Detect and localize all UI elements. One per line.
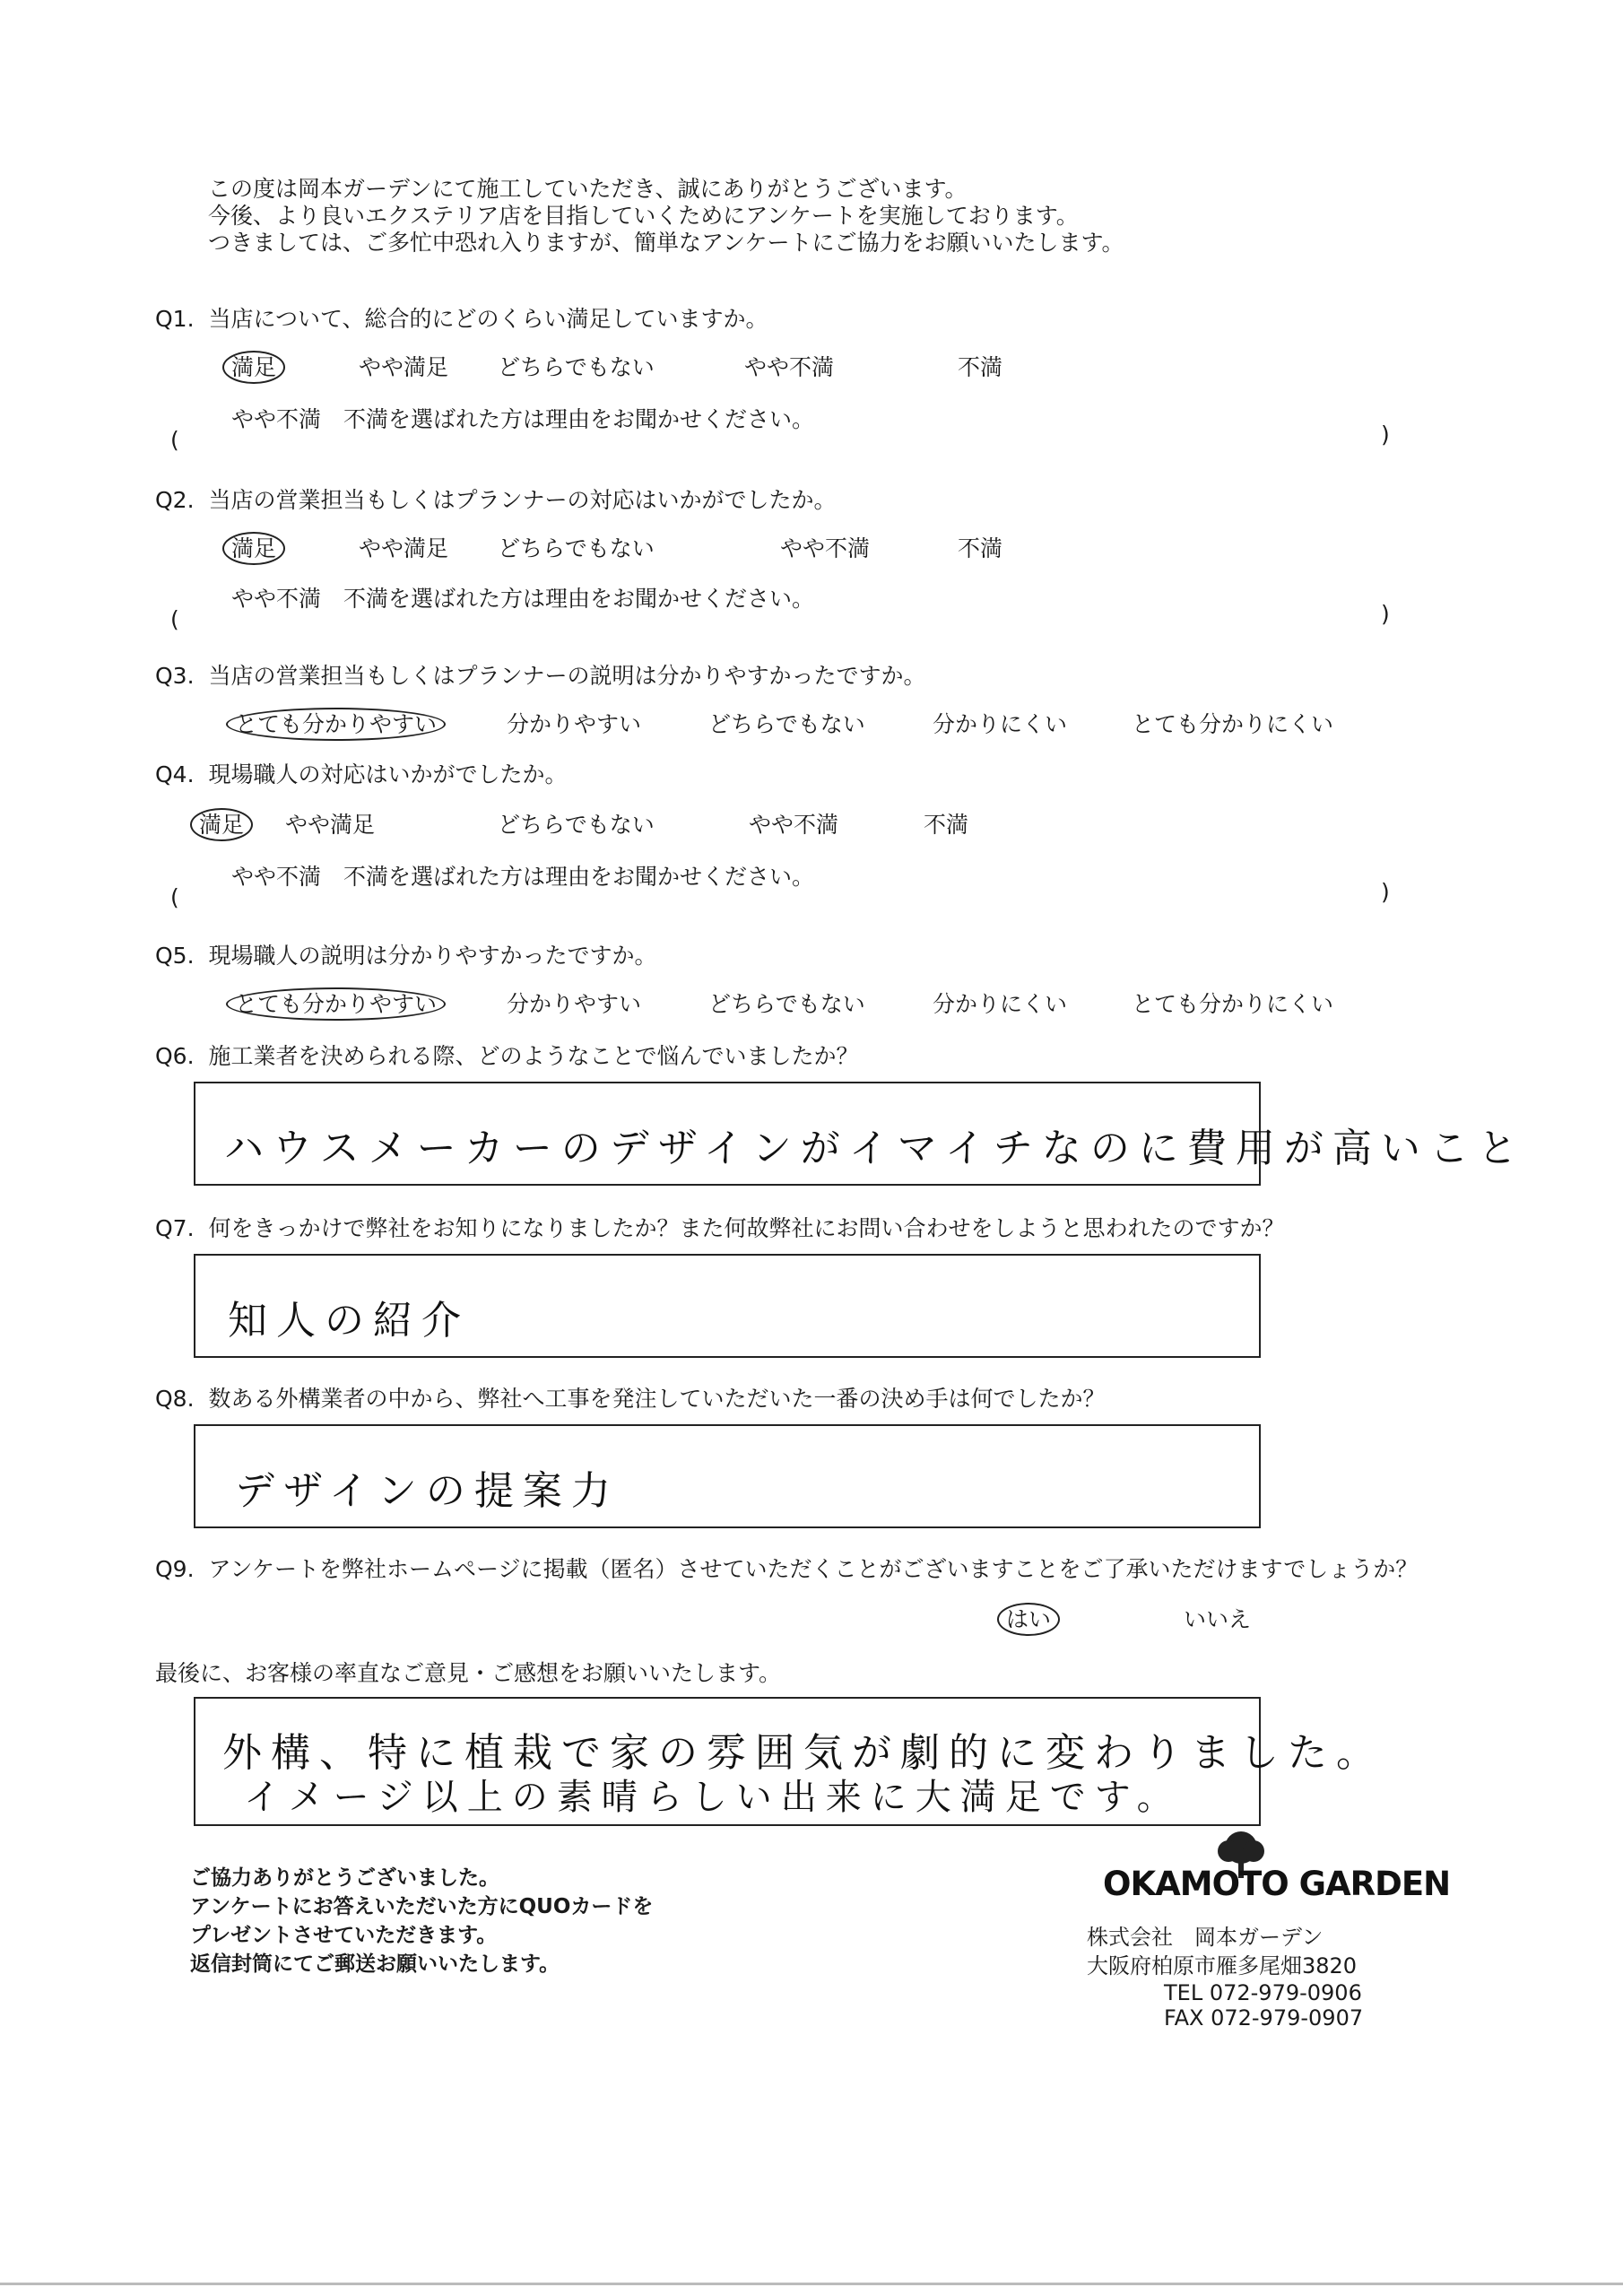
q4-question: Q4. 現場職人の対応はいかがでしたか。 <box>155 761 568 787</box>
q5-option-1[interactable]: とても分かりやすい <box>235 987 446 1019</box>
q1-option-4[interactable]: やや不満 <box>744 354 835 380</box>
q2-option-2[interactable]: やや満足 <box>359 535 449 561</box>
q8-answer-box[interactable] <box>194 1424 1261 1528</box>
q3-option-4[interactable]: 分かりにくい <box>933 711 1068 737</box>
q6-answer: ハウスメーカーのデザインがイマイチなのに費用が高いこと <box>224 1126 1526 1171</box>
q3-option-3[interactable]: どちらでもない <box>708 711 865 737</box>
q7-question: Q7. 何をきっかけで弊社をお知りになりましたか？また何故弊社にお問い合わせをしようと思われたのですか？ <box>155 1215 1285 1241</box>
q3-option-1[interactable]: とても分かりやすい <box>235 707 446 739</box>
q2-option-5[interactable]: 不満 <box>958 535 1003 561</box>
scan-edge-line <box>0 2283 1623 2285</box>
company-tel: TEL 072-979-0906 <box>1164 1980 1362 2005</box>
q9-option-yes[interactable]: はい <box>1006 1602 1060 1634</box>
company-name: 株式会社 岡本ガーデン <box>1087 1925 1324 1950</box>
q4-option-5[interactable]: 不満 <box>924 812 969 838</box>
q4-option-1[interactable]: 満足 <box>199 807 253 839</box>
q2-reason-prompt: やや不満 不満を選ばれた方は理由をお聞かせください。 <box>231 586 815 612</box>
q2-paren-close: ) <box>1381 601 1390 627</box>
q3-question: Q3. 当店の営業担当もしくはプランナーの説明は分かりやすかったですか。 <box>155 663 926 689</box>
q3-option-2[interactable]: 分かりやすい <box>507 711 642 737</box>
company-address: 大阪府柏原市雁多尾畑3820 <box>1087 1953 1358 1979</box>
q1-option-1[interactable]: 満足 <box>231 350 285 382</box>
q4-paren-open: ( <box>170 884 179 910</box>
q1-option-3[interactable]: どちらでもない <box>498 354 655 380</box>
q1-paren-close: ) <box>1381 422 1390 448</box>
footer-thanks-3: プレゼントさせていただきます。 <box>190 1924 498 1947</box>
q1-paren-open: ( <box>170 427 179 453</box>
footer-thanks-4: 返信封筒にてご郵送お願いいたします。 <box>190 1952 560 1976</box>
final-answer-box[interactable] <box>194 1697 1384 1826</box>
footer-thanks-1: ご協力ありがとうございました。 <box>190 1866 499 1890</box>
q6-answer-box[interactable] <box>194 1082 1526 1186</box>
q2-option-1[interactable]: 満足 <box>231 531 285 563</box>
q7-answer: 知人の紹介 <box>228 1298 470 1344</box>
company-fax: FAX 072-979-0907 <box>1164 2005 1364 2031</box>
intro-line-2: 今後、より良いエクステリア店を目指していくためにアンケートを実施しております。 <box>208 203 1079 229</box>
q3-option-5[interactable]: とても分かりにくい <box>1132 711 1334 737</box>
q1-option-5[interactable]: 不満 <box>958 354 1003 380</box>
q1-question: Q1. 当店について、総合的にどのくらい満足していますか。 <box>155 306 768 332</box>
footer-thanks-2: アンケートにお答えいただいた方にQUOカードを <box>190 1895 654 1918</box>
q6-question: Q6. 施工業者を決められる際、どのようなことで悩んでいましたか？ <box>155 1043 859 1069</box>
intro-line-3: つきましては、ご多忙中恐れ入りますが、簡単なアンケートにご協力をお願いいたします。 <box>208 230 1124 256</box>
q4-option-3[interactable]: どちらでもない <box>498 812 655 838</box>
q9-option-no[interactable]: いいえ <box>1184 1606 1252 1632</box>
intro-line-1: この度は岡本ガーデンにて施工していただき、誠にありがとうございます。 <box>208 176 968 202</box>
q5-option-2[interactable]: 分かりやすい <box>507 991 642 1017</box>
q2-paren-open: ( <box>170 606 179 632</box>
q5-option-5[interactable]: とても分かりにくい <box>1132 991 1334 1017</box>
q4-option-2[interactable]: やや満足 <box>285 812 376 838</box>
q1-option-2[interactable]: やや満足 <box>359 354 449 380</box>
final-answer-line-1: 外構、特に植栽で家の雰囲気が劇的に変わりました。 <box>222 1730 1384 1776</box>
q4-paren-close: ) <box>1381 879 1390 905</box>
final-comment-prompt: 最後に、お客様の率直なご意見・ご感想をお願いいたします。 <box>155 1660 782 1686</box>
q4-option-4[interactable]: やや不満 <box>749 812 839 838</box>
q5-question: Q5. 現場職人の説明は分かりやすかったですか。 <box>155 943 657 969</box>
q9-question: Q9. アンケートを弊社ホームページに掲載（匿名）させていただくことがございますことをご了承いただけますでしょうか？ <box>155 1556 1419 1582</box>
final-answer-line-2: イメージ以上の素晴らしい出来に大満足です。 <box>244 1777 1182 1818</box>
q7-answer-box[interactable] <box>194 1254 1261 1358</box>
q2-question: Q2. 当店の営業担当もしくはプランナーの対応はいかがでしたか。 <box>155 487 837 513</box>
q8-answer: デザインの提案力 <box>235 1468 620 1514</box>
q2-option-3[interactable]: どちらでもない <box>498 535 655 561</box>
q4-reason-prompt: やや不満 不満を選ばれた方は理由をお聞かせください。 <box>231 864 815 890</box>
q2-option-4[interactable]: やや不満 <box>780 535 871 561</box>
q1-reason-prompt: やや不満 不満を選ばれた方は理由をお聞かせください。 <box>231 406 815 432</box>
q8-question: Q8. 数ある外構業者の中から、弊社へ工事を発注していただいた一番の決め手は何でしたか？ <box>155 1386 1106 1412</box>
q5-option-3[interactable]: どちらでもない <box>708 991 865 1017</box>
q5-option-4[interactable]: 分かりにくい <box>933 991 1068 1017</box>
company-logo: OKAMOTO GARDEN <box>1103 1865 1451 1903</box>
